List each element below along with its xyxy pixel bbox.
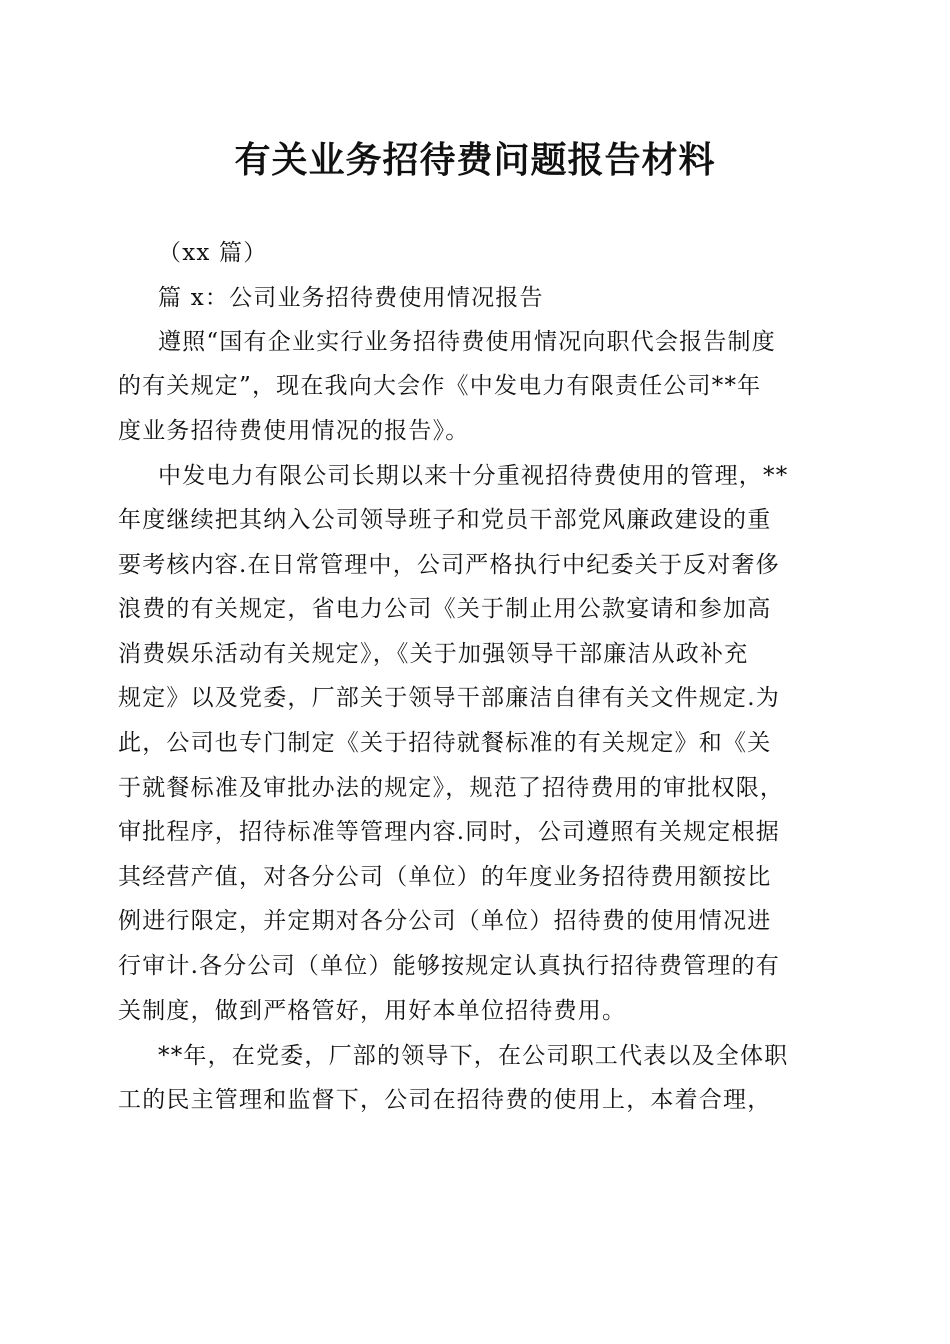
paragraph-2-line-6: 规定》以及党委，厂部关于领导干部廉洁自律有关文件规定.为 bbox=[118, 685, 780, 711]
paragraph-3-line-2: 工的民主管理和监督下，公司在招待费的使用上，本着合理， bbox=[118, 1087, 772, 1113]
section-count: （xx 篇） bbox=[158, 240, 268, 266]
paragraph-1-line-2: 的有关规定”，现在我向大会作《中发电力有限责任公司**年 bbox=[118, 373, 762, 399]
paragraph-2-line-3: 要考核内容.在日常管理中，公司严格执行中纪委关于反对奢侈 bbox=[118, 552, 780, 578]
paragraph-2-line-8: 于就餐标准及审批办法的规定》，规范了招待费用的审批权限， bbox=[118, 775, 785, 801]
paragraph-2-line-1: 中发电力有限公司长期以来十分重视招待费使用的管理，** bbox=[158, 463, 789, 489]
paragraph-1-line-1: 遵照“国有企业实行业务招待费使用情况向职代会报告制度 bbox=[158, 329, 776, 355]
paragraph-2-line-4: 浪费的有关规定，省电力公司《关于制止用公款宴请和参加高 bbox=[118, 596, 772, 622]
paragraph-2-line-7: 此，公司也专门制定《关于招待就餐标准的有关规定》和《关 bbox=[118, 730, 772, 756]
paragraph-2-line-9: 审批程序，招待标准等管理内容.同时，公司遵照有关规定根据 bbox=[118, 819, 780, 845]
paragraph-2-line-2: 年度继续把其纳入公司领导班子和党员干部党风廉政建设的重 bbox=[118, 507, 772, 533]
paragraph-2-line-13: 关制度，做到严格管好，用好本单位招待费用。 bbox=[118, 998, 627, 1024]
paragraph-2-line-10: 其经营产值，对各分公司（单位）的年度业务招待费用额按比 bbox=[118, 864, 772, 890]
paragraph-3-line-1: **年，在党委，厂部的领导下，在公司职工代表以及全体职 bbox=[158, 1043, 789, 1069]
paragraph-2-line-11: 例进行限定，并定期对各分公司（单位）招待费的使用情况进 bbox=[118, 908, 772, 934]
section-heading: 篇 x：公司业务招待费使用情况报告 bbox=[158, 285, 544, 311]
paragraph-2-line-5: 消费娱乐活动有关规定》，《关于加强领导干部廉洁从政补充 bbox=[118, 641, 749, 667]
paragraph-2-line-12: 行审计.各分公司（单位）能够按规定认真执行招待费管理的有 bbox=[118, 953, 780, 979]
paragraph-1-line-3: 度业务招待费使用情况的报告》。 bbox=[118, 418, 470, 444]
document-title: 有关业务招待费问题报告材料 bbox=[234, 139, 716, 181]
